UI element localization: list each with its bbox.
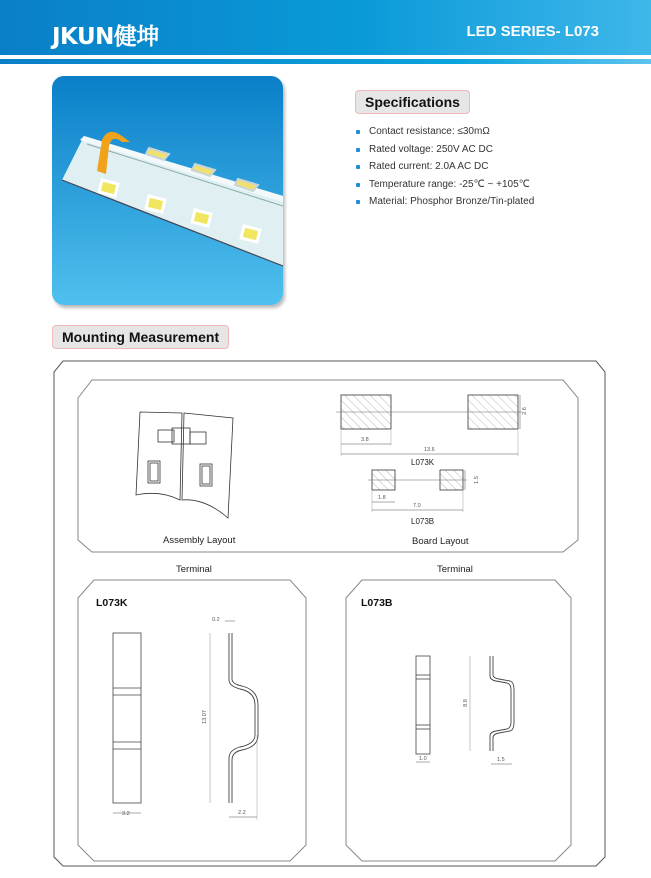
dim-l073k-pad-height: 2.6 [521,407,528,415]
dim-l073k-thickness: 0.2 [212,617,220,623]
board-layout-caption: Board Layout [412,536,469,547]
dim-l073b-width: 1.0 [419,756,427,762]
dim-l073b-pad-height: 1.5 [473,476,480,484]
dim-l073k-pad-width: 3.8 [361,437,369,443]
specifications-heading: Specifications [355,90,470,114]
terminal-label-right: Terminal [437,564,473,575]
dim-l073b-height: 8.8 [462,699,469,707]
dim-l073b-depth: 1.5 [497,757,505,763]
spec-item: Contact resistance: ≤30mΩ [356,126,534,144]
mounting-measurement-heading: Mounting Measurement [52,325,229,349]
dim-l073k-depth: 2.2 [238,810,246,816]
dim-l073b-total-length: 7.0 [413,503,421,509]
assembly-layout-caption: Assembly Layout [163,535,236,546]
dim-l073k-width: 3.2 [122,811,130,817]
terminal-l073b-drawing [416,656,514,764]
terminal-l073k-panel [78,580,306,861]
terminal-l073b-title: L073B [361,597,393,609]
terminal-l073k-title: L073K [96,597,128,609]
spec-item: Material: Phosphor Bronze/Tin-plated [356,196,534,214]
spec-item: Rated voltage: 250V AC DC [356,144,534,162]
dim-l073b-pad-width: 1.8 [378,495,386,501]
terminal-l073b-panel [346,580,571,861]
spec-item: Rated current: 2.0A AC DC [356,161,534,179]
terminal-l073k-drawing [113,621,258,820]
series-title: LED SERIES- L073 [466,23,599,40]
spec-item: Temperature range: -25℃ ~ +105℃ [356,179,534,197]
dim-l073k-total-length: 13.6 [424,447,435,453]
board-l073b-label: L073B [411,517,435,526]
dim-l073k-height: 13.07 [201,710,208,724]
brand-logo: JKUN健坤 [52,24,159,50]
assembly-drawing [136,412,233,518]
board-l073k-label: L073K [411,458,435,467]
terminal-label-left: Terminal [176,564,212,575]
outer-frame [54,361,605,866]
